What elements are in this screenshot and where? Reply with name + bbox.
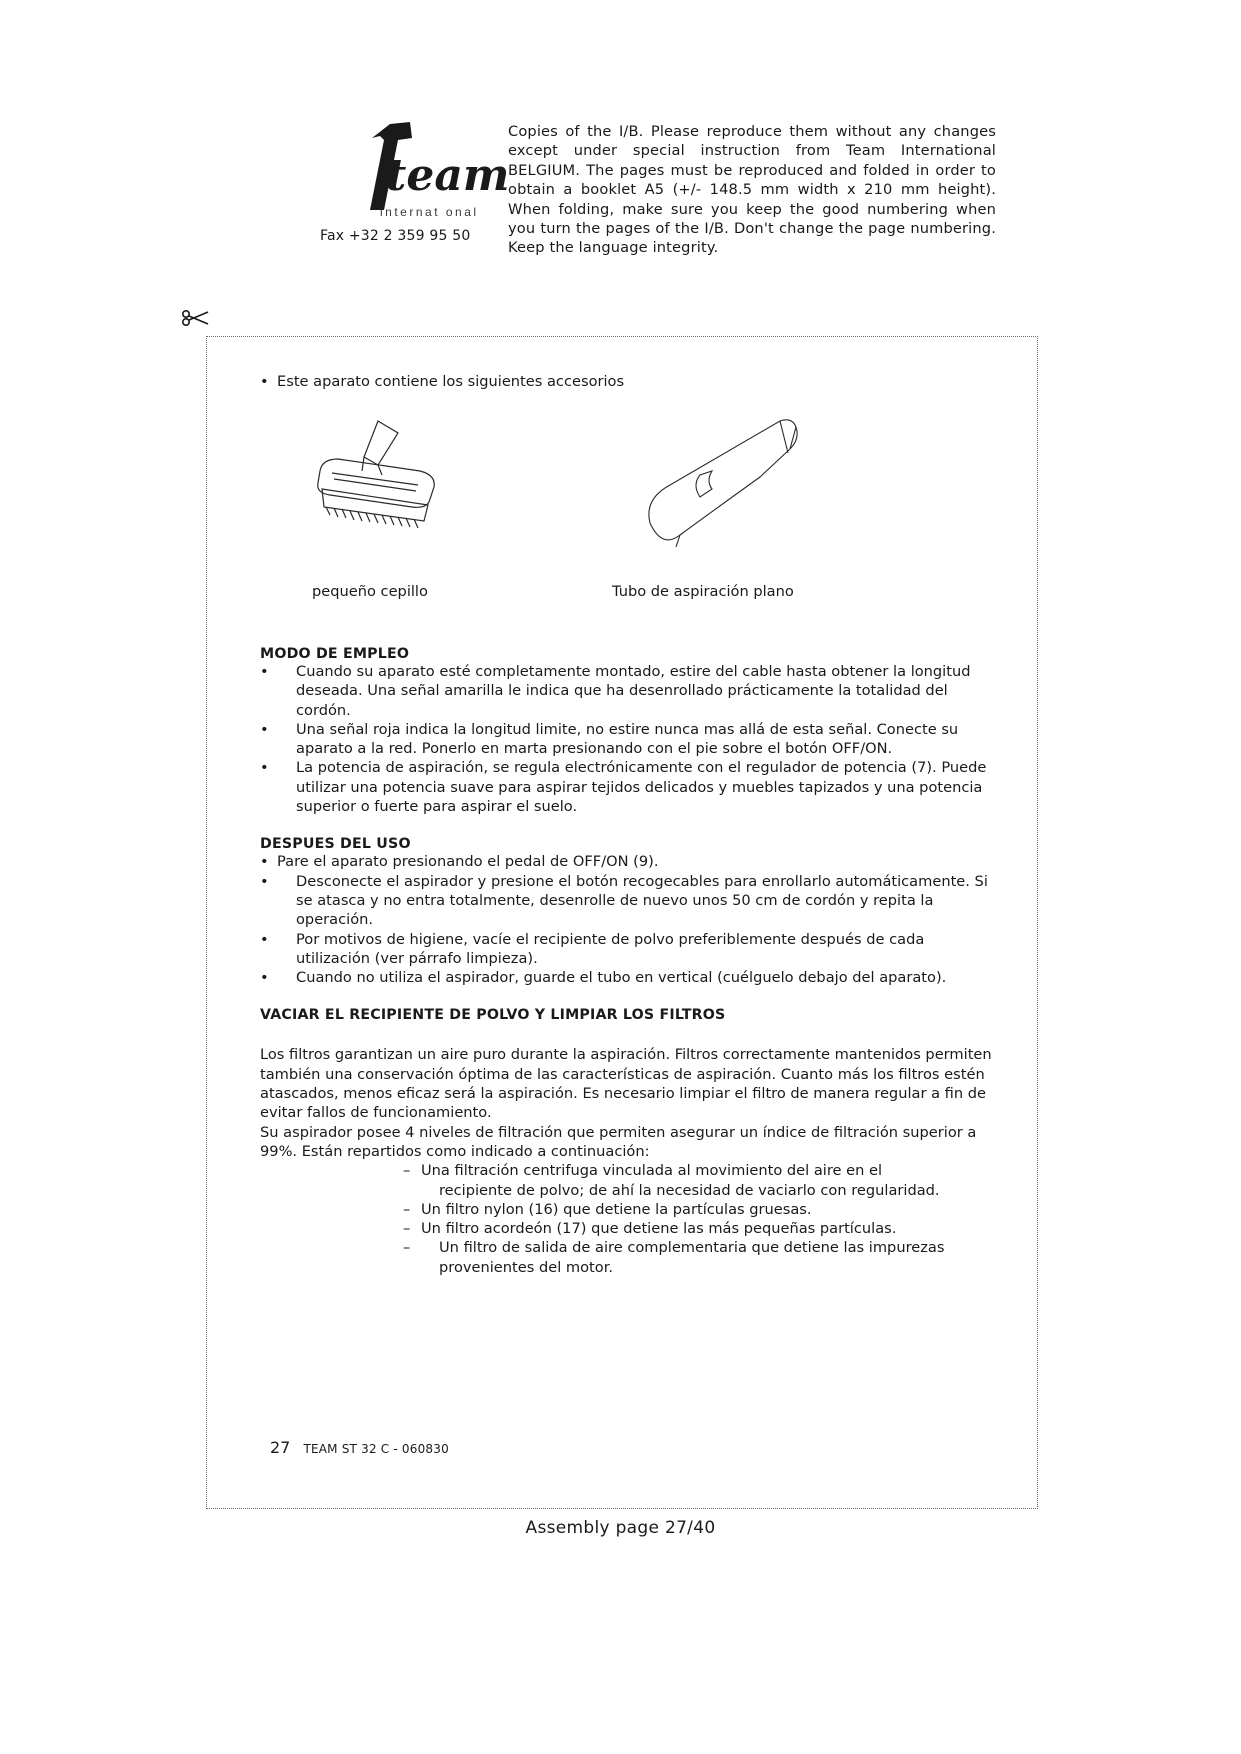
- list-item: – Un filtro acordeón (17) que detiene las más pequeñas partículas.: [403, 1220, 897, 1238]
- logo-subtext: internat onal: [380, 205, 479, 219]
- filters-paragraph: [260, 1045, 1000, 1161]
- logo-text: team: [386, 150, 510, 201]
- modo-list: [260, 662, 1000, 816]
- list-item: • Por motivos de higiene, vacíe el recipiente de polvo preferiblemente después de cada utilización (ver párrafo limpieza).: [260, 930, 925, 967]
- accessories-illustrations: [260, 413, 1000, 623]
- small-brush-caption: pequeño cepillo: [312, 583, 428, 600]
- list-item: • Cuando su aparato esté completamente montado, estire del cable hasta obtener la longitud deseada. Una señal amarilla le indica que ha desenrollado prácticamente la totalidad del cordón.: [260, 663, 971, 719]
- small-brush-icon: [312, 413, 442, 553]
- bullet: •: [260, 853, 269, 871]
- assembly-page-label: Assembly page 27/40: [525, 1518, 716, 1538]
- fax-number: Fax +32 2 359 95 50: [320, 228, 471, 244]
- flat-tube-caption: Tubo de aspiración plano: [612, 583, 794, 600]
- list-item: • Desconecte el aspirador y presione el botón recogecables para enrollarlo automáticamente. Si se atasca y no entra totalmente, desenrolle de nuevo unos 50 cm de cordón y repita la operación.: [260, 872, 988, 929]
- page-number: 27: [270, 1438, 291, 1457]
- team-logo: [350, 118, 510, 223]
- header-logo-block: [300, 118, 510, 258]
- flat-suction-tube-icon: [640, 413, 810, 553]
- bullet: •: [260, 663, 269, 680]
- list-item: – Un filtro de salida de aire complementaria que detiene las impurezas provenientes del motor.: [403, 1239, 945, 1276]
- list-item: • Pare el aparato presionando el pedal de OFF/ON (9).: [260, 853, 659, 871]
- filters-para-2: Su aspirador posee 4 niveles de filtración que permiten asegurar un índice de filtración superior a 99%. Están repartidos como indicado a continuación:: [260, 1123, 977, 1160]
- list-item: – Un filtro nylon (16) que detiene la partículas gruesas.: [403, 1200, 812, 1218]
- bullet: •: [260, 759, 269, 777]
- scissors-icon: [180, 307, 210, 329]
- despues-list: [260, 852, 1000, 987]
- modo-heading: MODO DE EMPLEO: [260, 646, 410, 662]
- bullet: •: [260, 969, 269, 987]
- intro-text: Este aparato contiene los siguientes accesorios: [277, 373, 625, 390]
- list-item: • Cuando no utiliza el aspirador, guarde el tubo en vertical (cuélguelo debajo del aparato).: [260, 969, 947, 987]
- bullet: •: [260, 373, 269, 390]
- list-item: – Una filtración centrifuga vinculada al movimiento del aire en el recipiente de polvo; de ahí la necesidad de vaciarlo con regularidad.: [403, 1162, 940, 1199]
- list-item: • Una señal roja indica la longitud limite, no estire nunca mas allá de esta señal. Conecte su aparato a la red. Ponerlo en marta presionando con el pie sobre el botón OFF/ON.: [260, 720, 959, 758]
- despues-heading: DESPUES DEL USO: [260, 836, 411, 853]
- copies-instruction: Copies of the I/B. Please reproduce them without any changes except under special instruction from Team International BELGIUM. The pages must be reproduced and folded in order to obtain a booklet A5 (+/- 148.5 mm width x 210 mm height). When folding, make sure you keep the good numbering when you turn the pages of the I/B. Don't change the page numbering. Keep the language integrity.: [508, 123, 996, 257]
- filters-para-1: Los filtros garantizan un aire puro durante la aspiración. Filtros correctamente mantenidos permiten también una conservación óptima de las características de aspiración. Cuanto más los filtros estén atascados, menos eficaz será la aspiración. Es necesario limpiar el filtro de manera regular a fin de evitar fallos de funcionamiento.: [260, 1046, 992, 1122]
- bullet: •: [260, 930, 269, 948]
- model-code: TEAM ST 32 C - 060830: [303, 1442, 449, 1456]
- intro-line: [260, 372, 1000, 391]
- vaciar-heading: VACIAR EL RECIPIENTE DE POLVO Y LIMPIAR LOS FILTROS: [260, 1007, 726, 1024]
- bullet: •: [260, 720, 269, 738]
- list-item: • La potencia de aspiración, se regula electrónicamente con el regulador de potencia (7). Puede utilizar una potencia suave para aspirar tejidos delicados y muebles tapizados y una potencia superior o fuerte para aspirar el suelo.: [260, 759, 987, 816]
- filtration-levels-list: [260, 1161, 1000, 1277]
- page-content: [260, 372, 1000, 1277]
- bullet: •: [260, 872, 269, 890]
- page-footer: [270, 1438, 449, 1457]
